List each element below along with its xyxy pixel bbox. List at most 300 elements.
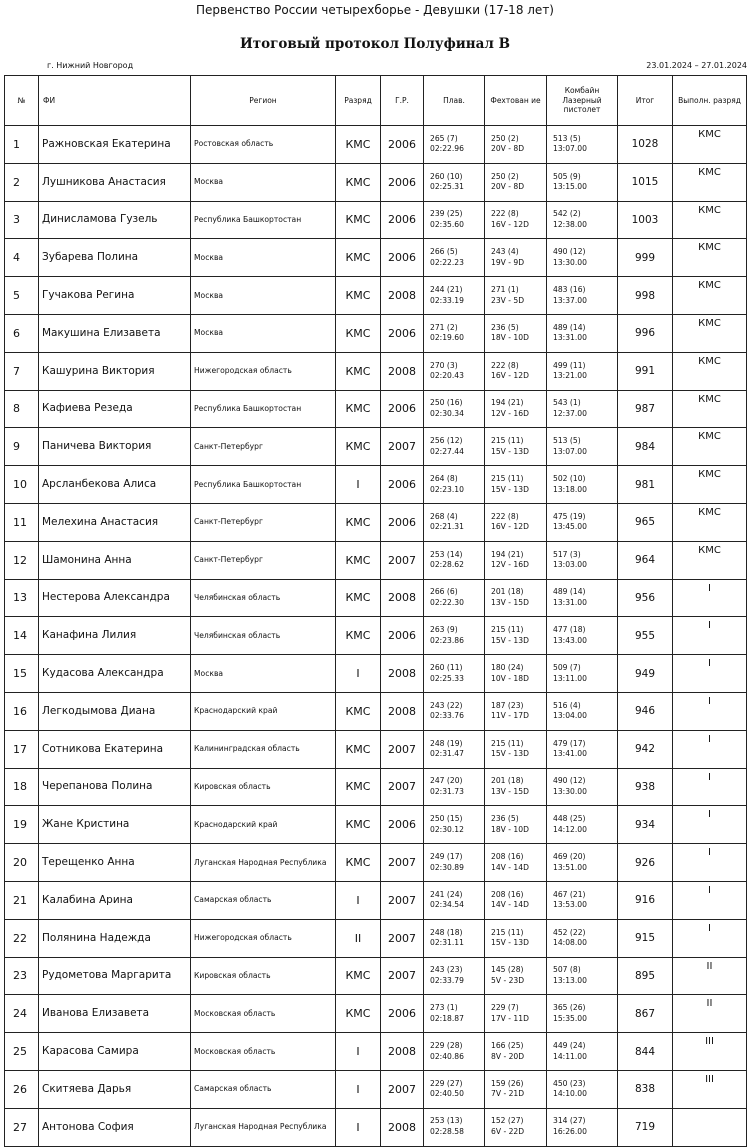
- fencing-cell: [485, 503, 547, 541]
- fencing-cell: [485, 1033, 547, 1071]
- sport-rank: КМС: [336, 277, 381, 315]
- sport-rank: КМС: [336, 314, 381, 352]
- table-row: [5, 881, 747, 919]
- place-number: 10: [5, 466, 39, 504]
- athlete-name: Калабина Арина: [39, 881, 191, 919]
- swim-cell: [424, 655, 485, 693]
- place-number: 11: [5, 503, 39, 541]
- laser-run-cell: [547, 126, 618, 164]
- swim-time: 02:19.60: [430, 333, 464, 343]
- athlete-name: Скитяева Дарья: [39, 1070, 191, 1108]
- total-points: 926: [618, 844, 673, 882]
- achieved-rank: КМС: [673, 352, 747, 390]
- laser-run-points: 502 (10): [553, 473, 586, 483]
- swim-points: 248 (19): [430, 738, 463, 748]
- swim-cell: [424, 126, 485, 164]
- achieved-rank: КМС: [673, 503, 747, 541]
- swim-time: 02:33.19: [430, 295, 464, 305]
- swim-time: 02:40.86: [430, 1051, 464, 1061]
- laser-run-cell: [547, 1070, 618, 1108]
- laser-run-time: 13:18.00: [553, 484, 587, 494]
- swim-cell: [424, 579, 485, 617]
- swim-cell: [424, 428, 485, 466]
- fencing-cell: [485, 692, 547, 730]
- birth-year: 2006: [381, 163, 424, 201]
- fencing-points: 201 (18): [491, 587, 524, 597]
- fencing-cell: [485, 201, 547, 239]
- fencing-points: 166 (25): [491, 1040, 524, 1050]
- birth-year: 2006: [381, 806, 424, 844]
- laser-run-points: 475 (19): [553, 511, 586, 521]
- sport-rank: КМС: [336, 579, 381, 617]
- swim-time: 02:20.43: [430, 371, 464, 381]
- col-header-swim: Плав.: [424, 76, 485, 126]
- laser-run-points: 479 (17): [553, 738, 586, 748]
- athlete-name: Гучакова Регина: [39, 277, 191, 315]
- fencing-points: 250 (2): [491, 133, 519, 143]
- athlete-region: Самарская область: [191, 881, 336, 919]
- laser-run-points: 542 (2): [553, 209, 581, 219]
- laser-run-time: 13:41.00: [553, 749, 587, 759]
- laser-run-time: 13:43.00: [553, 635, 587, 645]
- fencing-points: 229 (7): [491, 1003, 519, 1013]
- sport-rank: I: [336, 881, 381, 919]
- place-number: 1: [5, 126, 39, 164]
- achieved-rank: КМС: [673, 163, 747, 201]
- sport-rank: I: [336, 1070, 381, 1108]
- place-number: 2: [5, 163, 39, 201]
- sport-rank: КМС: [336, 126, 381, 164]
- laser-run-time: 12:38.00: [553, 219, 587, 229]
- place-number: 22: [5, 919, 39, 957]
- table-body: [5, 126, 747, 1147]
- total-points: 1003: [618, 201, 673, 239]
- swim-points: 249 (17): [430, 851, 463, 861]
- total-points: 984: [618, 428, 673, 466]
- athlete-region: Нижегородская область: [191, 352, 336, 390]
- athlete-region: Санкт-Петербург: [191, 428, 336, 466]
- table-row: [5, 919, 747, 957]
- place-number: 16: [5, 692, 39, 730]
- laser-run-points: 449 (24): [553, 1040, 586, 1050]
- swim-points: 248 (18): [430, 927, 463, 937]
- sport-rank: I: [336, 466, 381, 504]
- laser-run-cell: [547, 201, 618, 239]
- fencing-cell: [485, 655, 547, 693]
- achieved-rank: III: [673, 1070, 747, 1108]
- fencing-points: 222 (8): [491, 511, 519, 521]
- birth-year: 2006: [381, 314, 424, 352]
- athlete-region: Челябинская область: [191, 579, 336, 617]
- laser-run-points: 516 (4): [553, 700, 581, 710]
- achieved-rank: КМС: [673, 428, 747, 466]
- achieved-rank: III: [673, 1033, 747, 1071]
- event-dates: 23.01.2024 – 27.01.2024: [646, 61, 747, 70]
- birth-year: 2006: [381, 995, 424, 1033]
- swim-points: 239 (25): [430, 209, 463, 219]
- laser-run-time: 13:07.00: [553, 446, 587, 456]
- sport-rank: I: [336, 1108, 381, 1146]
- swim-time: 02:35.60: [430, 219, 464, 229]
- fencing-score: 15V - 13D: [491, 446, 529, 456]
- achieved-rank: I: [673, 919, 747, 957]
- achieved-rank: КМС: [673, 314, 747, 352]
- sport-rank: КМС: [336, 617, 381, 655]
- swim-points: 253 (13): [430, 1116, 463, 1126]
- place-number: 8: [5, 390, 39, 428]
- swim-cell: [424, 466, 485, 504]
- athlete-region: Санкт-Петербург: [191, 541, 336, 579]
- swim-cell: [424, 1108, 485, 1146]
- col-header-laser-run: Комбайн Лазерный пистолет: [547, 76, 618, 126]
- athlete-name: Иванова Елизавета: [39, 995, 191, 1033]
- sport-rank: I: [336, 655, 381, 693]
- col-header-total: Итог: [618, 76, 673, 126]
- col-header-fencing: Фехтован ие: [485, 76, 547, 126]
- table-row: [5, 352, 747, 390]
- fencing-points: 215 (11): [491, 625, 524, 635]
- fencing-points: 215 (11): [491, 738, 524, 748]
- swim-time: 02:30.89: [430, 862, 464, 872]
- table-row: [5, 730, 747, 768]
- athlete-name: Карасова Самира: [39, 1033, 191, 1071]
- sport-rank: КМС: [336, 352, 381, 390]
- fencing-score: 16V - 12D: [491, 219, 529, 229]
- swim-points: 273 (1): [430, 1003, 458, 1013]
- total-points: 996: [618, 314, 673, 352]
- laser-run-points: 505 (9): [553, 171, 581, 181]
- achieved-rank: КМС: [673, 239, 747, 277]
- birth-year: 2006: [381, 126, 424, 164]
- achieved-rank: КМС: [673, 277, 747, 315]
- athlete-name: Сотникова Екатерина: [39, 730, 191, 768]
- swim-cell: [424, 163, 485, 201]
- table-row: [5, 768, 747, 806]
- laser-run-cell: [547, 1108, 618, 1146]
- sport-rank: КМС: [336, 844, 381, 882]
- athlete-region: Самарская область: [191, 1070, 336, 1108]
- achieved-rank: [673, 1108, 747, 1146]
- venue-city: г. Нижний Новгород: [47, 61, 134, 70]
- laser-run-points: 507 (8): [553, 965, 581, 975]
- laser-run-cell: [547, 428, 618, 466]
- table-row: [5, 957, 747, 995]
- fencing-points: 236 (5): [491, 814, 519, 824]
- fencing-cell: [485, 844, 547, 882]
- place-number: 18: [5, 768, 39, 806]
- page-header: [0, 0, 750, 78]
- place-number: 12: [5, 541, 39, 579]
- athlete-region: Кировская область: [191, 768, 336, 806]
- laser-run-points: 513 (5): [553, 133, 581, 143]
- laser-run-time: 14:12.00: [553, 824, 587, 834]
- swim-time: 02:23.86: [430, 635, 464, 645]
- athlete-name: Полянина Надежда: [39, 919, 191, 957]
- laser-run-time: 13:37.00: [553, 295, 587, 305]
- laser-run-points: 490 (12): [553, 776, 586, 786]
- laser-run-time: 13:15.00: [553, 182, 587, 192]
- swim-cell: [424, 730, 485, 768]
- fencing-points: 222 (8): [491, 209, 519, 219]
- birth-year: 2007: [381, 428, 424, 466]
- swim-points: 241 (24): [430, 889, 463, 899]
- place-number: 13: [5, 579, 39, 617]
- athlete-name: Макушина Елизавета: [39, 314, 191, 352]
- swim-cell: [424, 806, 485, 844]
- sport-rank: КМС: [336, 428, 381, 466]
- athlete-name: Кашурина Виктория: [39, 352, 191, 390]
- athlete-name: Терещенко Анна: [39, 844, 191, 882]
- achieved-rank: КМС: [673, 541, 747, 579]
- fencing-cell: [485, 1108, 547, 1146]
- athlete-region: Москва: [191, 314, 336, 352]
- birth-year: 2008: [381, 692, 424, 730]
- swim-time: 02:23.10: [430, 484, 464, 494]
- sport-rank: КМС: [336, 768, 381, 806]
- laser-run-time: 13:21.00: [553, 371, 587, 381]
- swim-time: 02:31.11: [430, 938, 464, 948]
- swim-time: 02:28.58: [430, 1127, 464, 1137]
- swim-points: 247 (20): [430, 776, 463, 786]
- swim-cell: [424, 768, 485, 806]
- laser-run-cell: [547, 655, 618, 693]
- fencing-score: 13V - 15D: [491, 597, 529, 607]
- total-points: 916: [618, 881, 673, 919]
- birth-year: 2006: [381, 617, 424, 655]
- fencing-points: 152 (27): [491, 1116, 524, 1126]
- col-header-achieved-rank: Выполн. разряд: [673, 76, 747, 126]
- birth-year: 2008: [381, 352, 424, 390]
- fencing-score: 5V - 23D: [491, 975, 525, 985]
- total-points: 946: [618, 692, 673, 730]
- fencing-cell: [485, 352, 547, 390]
- place-number: 20: [5, 844, 39, 882]
- fencing-score: 8V - 20D: [491, 1051, 525, 1061]
- fencing-points: 215 (11): [491, 927, 524, 937]
- sport-rank: КМС: [336, 541, 381, 579]
- place-number: 7: [5, 352, 39, 390]
- birth-year: 2007: [381, 541, 424, 579]
- fencing-points: 243 (4): [491, 247, 519, 257]
- place-number: 3: [5, 201, 39, 239]
- athlete-name: Нестерова Александра: [39, 579, 191, 617]
- fencing-score: 19V - 9D: [491, 257, 525, 267]
- total-points: 942: [618, 730, 673, 768]
- swim-points: 264 (8): [430, 473, 458, 483]
- fencing-cell: [485, 768, 547, 806]
- swim-points: 250 (15): [430, 814, 463, 824]
- table-row: [5, 1070, 747, 1108]
- swim-time: 02:33.76: [430, 711, 464, 721]
- swim-points: 229 (27): [430, 1078, 463, 1088]
- laser-run-cell: [547, 239, 618, 277]
- laser-run-time: 13:30.00: [553, 786, 587, 796]
- fencing-score: 20V - 8D: [491, 144, 525, 154]
- achieved-rank: I: [673, 881, 747, 919]
- birth-year: 2007: [381, 768, 424, 806]
- achieved-rank: I: [673, 844, 747, 882]
- athlete-region: Москва: [191, 655, 336, 693]
- sport-rank: II: [336, 919, 381, 957]
- swim-time: 02:28.62: [430, 560, 464, 570]
- place-number: 15: [5, 655, 39, 693]
- place-number: 27: [5, 1108, 39, 1146]
- laser-run-points: 513 (5): [553, 436, 581, 446]
- table-row: [5, 126, 747, 164]
- birth-year: 2007: [381, 957, 424, 995]
- laser-run-cell: [547, 314, 618, 352]
- athlete-name: Арсланбекова Алиса: [39, 466, 191, 504]
- swim-points: 270 (3): [430, 360, 458, 370]
- swim-time: 02:33.79: [430, 975, 464, 985]
- total-points: 956: [618, 579, 673, 617]
- athlete-region: Луганская Народная Республика: [191, 1108, 336, 1146]
- fencing-score: 11V - 17D: [491, 711, 529, 721]
- sport-rank: КМС: [336, 806, 381, 844]
- swim-cell: [424, 503, 485, 541]
- laser-run-points: 477 (18): [553, 625, 586, 635]
- total-points: 719: [618, 1108, 673, 1146]
- fencing-cell: [485, 390, 547, 428]
- birth-year: 2008: [381, 1033, 424, 1071]
- laser-run-points: 450 (23): [553, 1078, 586, 1088]
- sport-rank: КМС: [336, 730, 381, 768]
- swim-time: 02:21.31: [430, 522, 464, 532]
- swim-cell: [424, 617, 485, 655]
- fencing-score: 12V - 16D: [491, 560, 529, 570]
- fencing-points: 194 (21): [491, 549, 524, 559]
- col-header-fio: ФИ: [39, 76, 191, 126]
- fencing-score: 15V - 13D: [491, 484, 529, 494]
- athlete-name: Динисламова Гузель: [39, 201, 191, 239]
- swim-time: 02:30.12: [430, 824, 464, 834]
- fencing-cell: [485, 957, 547, 995]
- athlete-region: Москва: [191, 239, 336, 277]
- athlete-name: Зубарева Полина: [39, 239, 191, 277]
- athlete-name: Паничева Виктория: [39, 428, 191, 466]
- sport-rank: КМС: [336, 239, 381, 277]
- laser-run-time: 14:10.00: [553, 1089, 587, 1099]
- laser-run-points: 489 (14): [553, 322, 586, 332]
- col-header-year: Г.Р.: [381, 76, 424, 126]
- laser-run-time: 13:13.00: [553, 975, 587, 985]
- swim-time: 02:25.33: [430, 673, 464, 683]
- place-number: 17: [5, 730, 39, 768]
- table-row: [5, 314, 747, 352]
- birth-year: 2008: [381, 1108, 424, 1146]
- table-row: [5, 995, 747, 1033]
- fencing-score: 18V - 10D: [491, 333, 529, 343]
- fencing-score: 10V - 18D: [491, 673, 529, 683]
- swim-time: 02:25.31: [430, 182, 464, 192]
- fencing-cell: [485, 163, 547, 201]
- sport-rank: КМС: [336, 692, 381, 730]
- birth-year: 2006: [381, 466, 424, 504]
- laser-run-time: 14:08.00: [553, 938, 587, 948]
- athlete-region: Кировская область: [191, 957, 336, 995]
- laser-run-cell: [547, 768, 618, 806]
- fencing-score: 7V - 21D: [491, 1089, 525, 1099]
- achieved-rank: КМС: [673, 126, 747, 164]
- laser-run-time: 16:26.00: [553, 1127, 587, 1137]
- total-points: 991: [618, 352, 673, 390]
- table-row: [5, 163, 747, 201]
- birth-year: 2006: [381, 503, 424, 541]
- swim-cell: [424, 314, 485, 352]
- fencing-score: 20V - 8D: [491, 182, 525, 192]
- swim-cell: [424, 390, 485, 428]
- athlete-region: Москва: [191, 277, 336, 315]
- place-number: 21: [5, 881, 39, 919]
- swim-time: 02:40.50: [430, 1089, 464, 1099]
- total-points: 895: [618, 957, 673, 995]
- fencing-points: 236 (5): [491, 322, 519, 332]
- swim-cell: [424, 239, 485, 277]
- athlete-region: Республика Башкортостан: [191, 466, 336, 504]
- laser-run-time: 15:35.00: [553, 1013, 587, 1023]
- fencing-points: 159 (26): [491, 1078, 524, 1088]
- athlete-region: Санкт-Петербург: [191, 503, 336, 541]
- fencing-score: 14V - 14D: [491, 862, 529, 872]
- total-points: 949: [618, 655, 673, 693]
- laser-run-time: 13:30.00: [553, 257, 587, 267]
- athlete-region: Краснодарский край: [191, 806, 336, 844]
- swim-time: 02:22.30: [430, 597, 464, 607]
- fencing-cell: [485, 428, 547, 466]
- fencing-cell: [485, 541, 547, 579]
- fencing-cell: [485, 126, 547, 164]
- fencing-score: 15V - 13D: [491, 635, 529, 645]
- fencing-score: 16V - 12D: [491, 371, 529, 381]
- swim-points: 260 (10): [430, 171, 463, 181]
- fencing-score: 14V - 14D: [491, 900, 529, 910]
- total-points: 965: [618, 503, 673, 541]
- achieved-rank: I: [673, 655, 747, 693]
- swim-cell: [424, 541, 485, 579]
- laser-run-time: 13:45.00: [553, 522, 587, 532]
- laser-run-time: 13:31.00: [553, 597, 587, 607]
- fencing-cell: [485, 730, 547, 768]
- fencing-points: 215 (11): [491, 436, 524, 446]
- laser-run-points: 517 (3): [553, 549, 581, 559]
- fencing-cell: [485, 1070, 547, 1108]
- table-row: [5, 277, 747, 315]
- laser-run-cell: [547, 881, 618, 919]
- achieved-rank: I: [673, 692, 747, 730]
- table-row: [5, 1033, 747, 1071]
- total-points: 987: [618, 390, 673, 428]
- place-number: 25: [5, 1033, 39, 1071]
- fencing-points: 208 (16): [491, 851, 524, 861]
- laser-run-cell: [547, 919, 618, 957]
- laser-run-points: 489 (14): [553, 587, 586, 597]
- swim-points: 250 (16): [430, 398, 463, 408]
- fencing-score: 15V - 13D: [491, 938, 529, 948]
- fencing-score: 15V - 13D: [491, 749, 529, 759]
- achieved-rank: I: [673, 768, 747, 806]
- laser-run-cell: [547, 995, 618, 1033]
- achieved-rank: КМС: [673, 201, 747, 239]
- col-header-rank: Разряд: [336, 76, 381, 126]
- athlete-region: Челябинская область: [191, 617, 336, 655]
- laser-run-cell: [547, 806, 618, 844]
- swim-points: 266 (6): [430, 587, 458, 597]
- fencing-cell: [485, 881, 547, 919]
- total-points: 867: [618, 995, 673, 1033]
- athlete-name: Ражновская Екатерина: [39, 126, 191, 164]
- birth-year: 2007: [381, 844, 424, 882]
- fencing-cell: [485, 579, 547, 617]
